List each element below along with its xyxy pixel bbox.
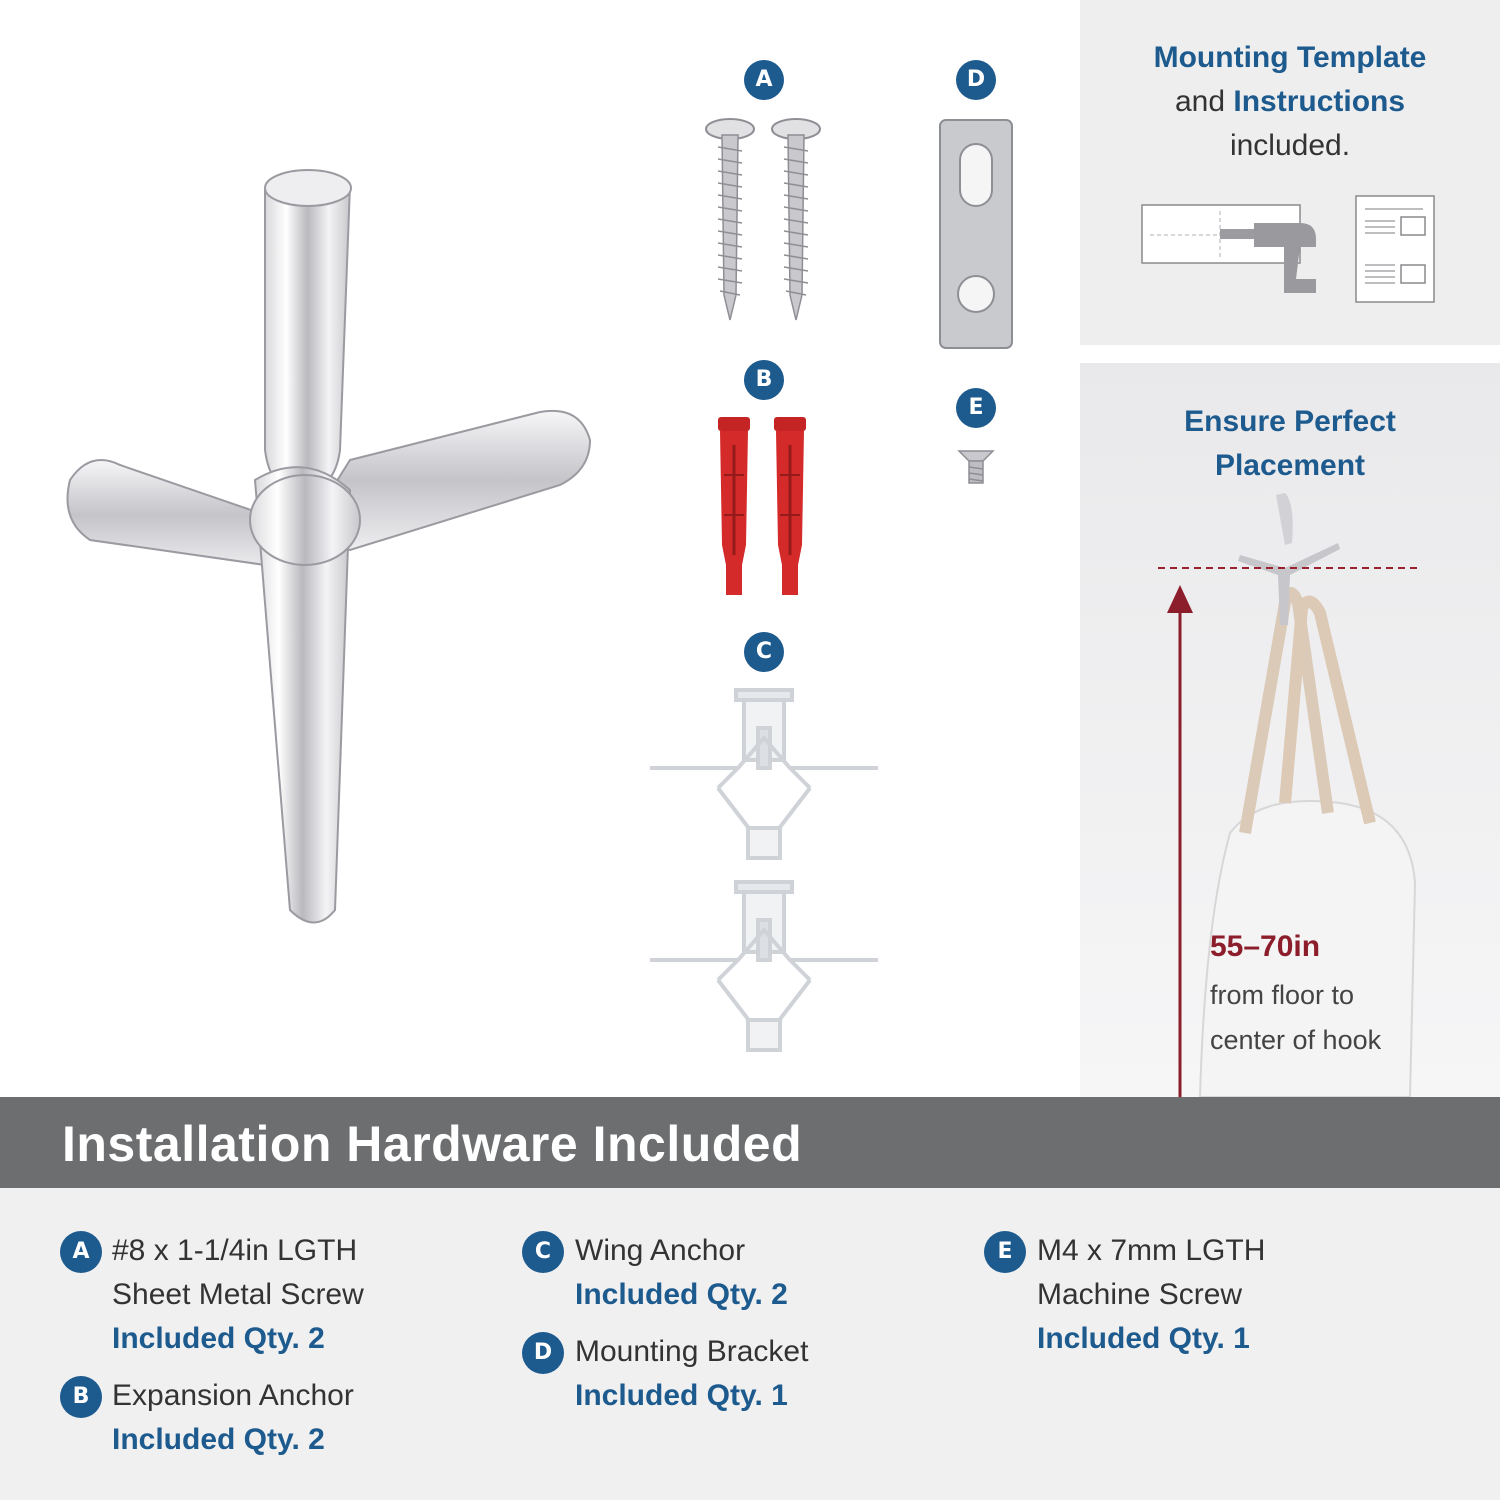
banner-title: Installation Hardware Included bbox=[62, 1116, 803, 1172]
item-a-line2: Sheet Metal Screw bbox=[112, 1278, 364, 1311]
hardware-item-a bbox=[112, 1229, 364, 1361]
hardware-list bbox=[0, 1188, 1500, 1500]
placement-title-line2: Placement bbox=[1214, 449, 1366, 482]
installation-banner bbox=[0, 1097, 1500, 1188]
item-c-qty: Included Qty. 2 bbox=[575, 1278, 788, 1311]
item-e-line1: M4 x 7mm LGTH bbox=[1037, 1234, 1266, 1267]
item-b-line1: Expansion Anchor bbox=[112, 1379, 354, 1412]
item-e-qty: Included Qty. 1 bbox=[1037, 1322, 1250, 1355]
list-badge-b: B bbox=[60, 1376, 102, 1418]
template-included: included. bbox=[1229, 129, 1351, 162]
placement-title-line1: Ensure Perfect bbox=[1184, 405, 1396, 438]
height-desc-line2: center of hook bbox=[1210, 1025, 1382, 1055]
item-a-qty: Included Qty. 2 bbox=[112, 1322, 325, 1355]
item-b-qty: Included Qty. 2 bbox=[112, 1423, 325, 1456]
wing-anchor-icon bbox=[648, 688, 880, 1056]
expansion-anchor-icon bbox=[712, 415, 822, 600]
height-value: 55–70in bbox=[1210, 930, 1321, 963]
hardware-item-d bbox=[575, 1330, 808, 1418]
hardware-item-e bbox=[1037, 1229, 1265, 1361]
badge-e: E bbox=[956, 388, 996, 428]
badge-c: C bbox=[744, 632, 784, 672]
badge-d: D bbox=[956, 60, 996, 100]
drill-template-icon bbox=[1140, 195, 1320, 295]
item-c-line1: Wing Anchor bbox=[575, 1234, 746, 1267]
item-a-line1: #8 x 1-1/4in LGTH bbox=[112, 1234, 358, 1267]
list-badge-d: D bbox=[522, 1332, 564, 1374]
list-badge-c: C bbox=[522, 1231, 564, 1273]
list-badge-e: E bbox=[984, 1231, 1026, 1273]
template-title: Mounting Template bbox=[1153, 41, 1427, 74]
badge-a: A bbox=[744, 60, 784, 100]
hook-product-image bbox=[50, 150, 610, 950]
mounting-template-panel bbox=[1080, 0, 1500, 345]
item-e-line2: Machine Screw bbox=[1037, 1278, 1243, 1311]
machine-screw-icon bbox=[955, 445, 997, 487]
item-d-line1: Mounting Bracket bbox=[575, 1335, 809, 1368]
height-description bbox=[1210, 973, 1480, 1063]
placement-panel bbox=[1080, 363, 1500, 1097]
hardware-item-c bbox=[575, 1229, 788, 1317]
template-instructions: Instructions bbox=[1233, 85, 1406, 118]
template-and: and bbox=[1174, 85, 1226, 118]
hardware-item-b bbox=[112, 1374, 354, 1462]
item-d-qty: Included Qty. 1 bbox=[575, 1379, 788, 1412]
sheet-metal-screw-icon bbox=[700, 115, 830, 325]
badge-b: B bbox=[744, 360, 784, 400]
mounting-bracket-icon bbox=[938, 118, 1014, 350]
template-text bbox=[1080, 36, 1500, 168]
list-badge-a: A bbox=[60, 1231, 102, 1273]
instructions-document-icon bbox=[1355, 195, 1435, 303]
height-desc-line1: from floor to bbox=[1210, 980, 1355, 1010]
placement-title bbox=[1080, 400, 1500, 488]
